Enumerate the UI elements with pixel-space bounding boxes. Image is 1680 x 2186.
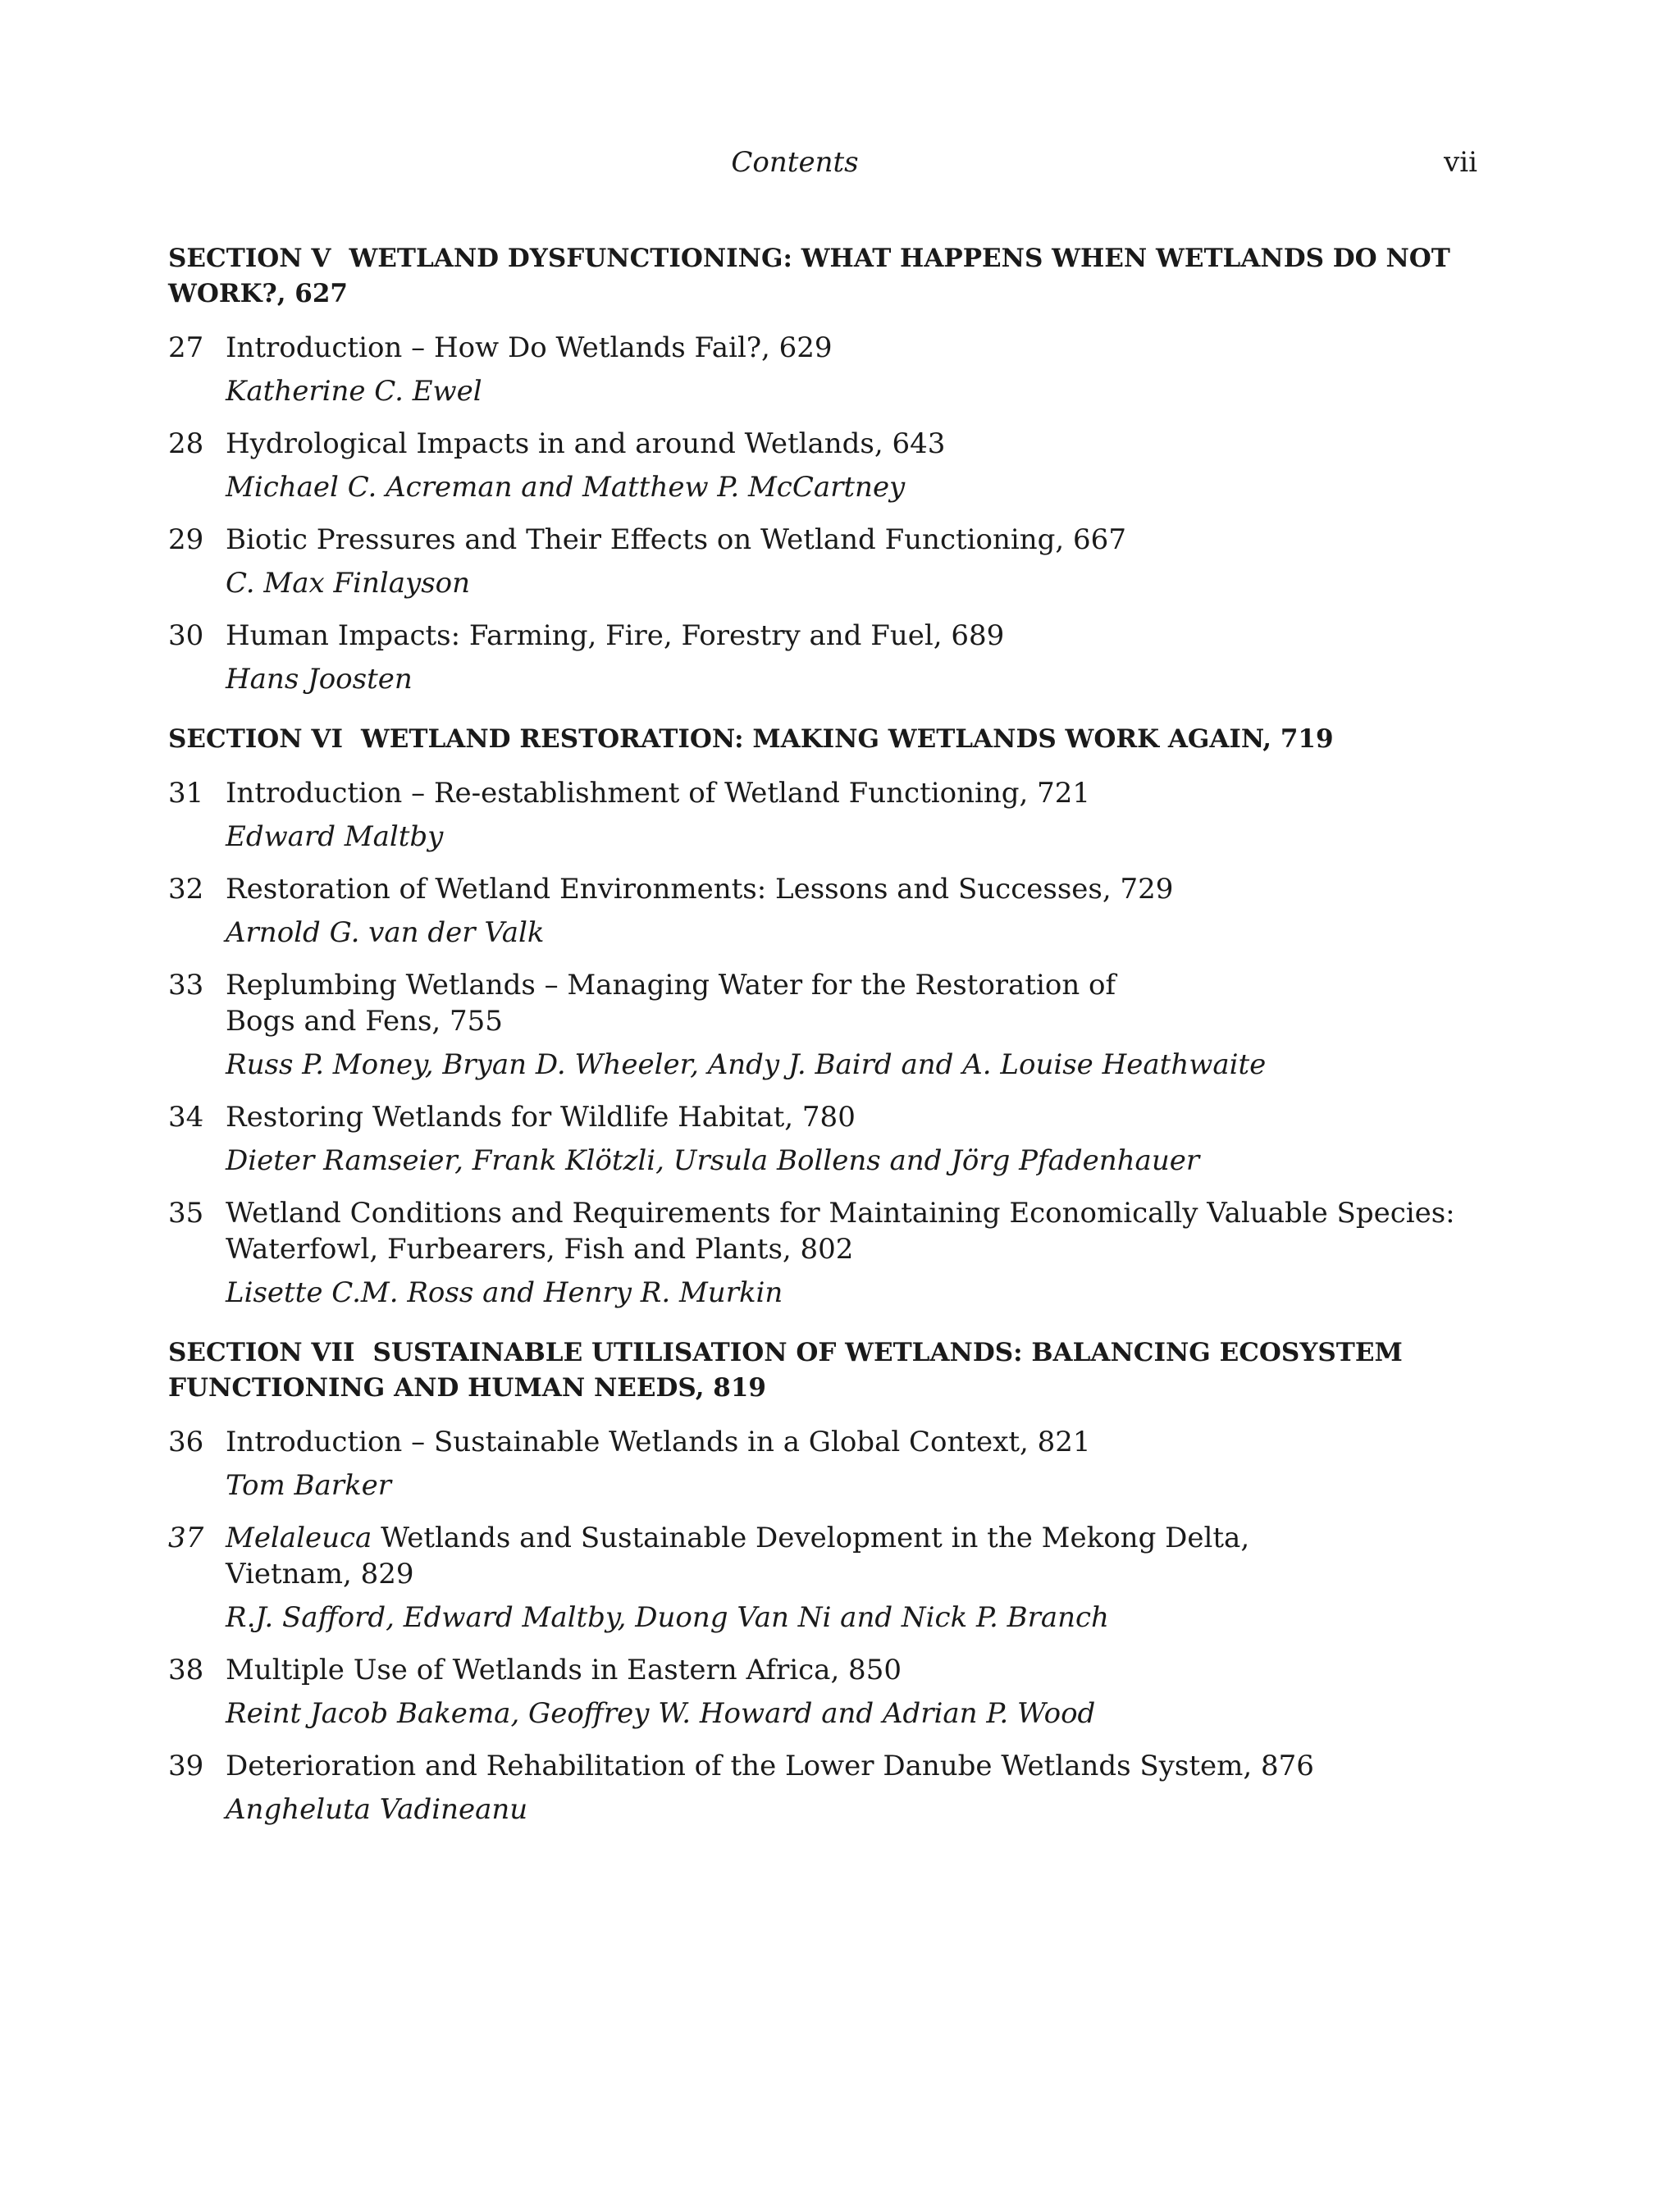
chapter-title: Human Impacts: Farming, Fire, Forestry and Fuel, 689 — [226, 619, 1005, 652]
section-label: SECTION VII — [168, 1338, 355, 1367]
toc-entry-36[interactable] — [168, 1424, 1481, 1504]
chapter-number: 33 — [168, 969, 204, 1002]
toc-entry-30[interactable] — [168, 618, 1481, 697]
toc-entry-28[interactable] — [168, 426, 1481, 505]
chapter-author: Dieter Ramseier, Frank Klötzli, Ursula Bollens and Jörg Pfadenhauer — [226, 1144, 1200, 1177]
toc-entry-27[interactable] — [168, 330, 1481, 409]
toc-entry-31[interactable] — [168, 775, 1481, 855]
chapter-number: 28 — [168, 427, 204, 460]
chapter-title-rest: Wetlands and Sustainable Development in the Mekong Delta, — [372, 1522, 1250, 1554]
toc-entry-37[interactable] — [168, 1520, 1481, 1636]
chapter-title: Restoration of Wetland Environments: Lessons and Successes, 729 — [226, 873, 1174, 906]
page-number: vii — [1444, 146, 1477, 179]
section-title-continued: FUNCTIONING AND HUMAN NEEDS, 819 — [168, 1373, 766, 1403]
section-heading — [168, 241, 1481, 312]
chapter-title: Restoring Wetlands for Wildlife Habitat, 780 — [226, 1101, 856, 1134]
chapter-author: R.J. Safford, Edward Maltby, Duong Van Ni and Nick P. Branch — [226, 1601, 1109, 1634]
chapter-author: Russ P. Money, Bryan D. Wheeler, Andy J. Baird and A. Louise Heathwaite — [226, 1048, 1267, 1081]
chapter-title: Multiple Use of Wetlands in Eastern Africa, 850 — [226, 1654, 902, 1686]
chapter-title: Introduction – Sustainable Wetlands in a Global Context, 821 — [226, 1426, 1091, 1458]
chapter-author: Angheluta Vadineanu — [226, 1793, 528, 1826]
section-title: WETLAND RESTORATION: MAKING WETLANDS WORK AGAIN, 719 — [360, 724, 1334, 754]
chapter-title-continued: Waterfowl, Furbearers, Fish and Plants, 802 — [226, 1233, 854, 1266]
section-v — [168, 241, 1481, 697]
running-title: Contents — [731, 146, 859, 179]
running-head — [0, 146, 1680, 182]
chapter-number: 37 — [168, 1522, 204, 1554]
chapter-author: Katherine C. Ewel — [226, 375, 482, 408]
chapter-number: 38 — [168, 1654, 204, 1686]
chapter-title: Biotic Pressures and Their Effects on Wetland Functioning, 667 — [226, 523, 1126, 556]
chapter-number: 30 — [168, 619, 204, 652]
chapter-number: 32 — [168, 873, 204, 906]
chapter-title: Replumbing Wetlands – Managing Water for the Restoration of — [226, 969, 1116, 1002]
section-title: WETLAND DYSFUNCTIONING: WHAT HAPPENS WHEN WETLANDS DO NOT WORK?, 627 — [168, 244, 1450, 308]
chapter-title: Introduction – Re-establishment of Wetland Functioning, 721 — [226, 777, 1091, 810]
toc-entry-29[interactable] — [168, 522, 1481, 601]
section-heading — [168, 1335, 1481, 1406]
chapter-author: Tom Barker — [226, 1469, 392, 1502]
chapter-author: Reint Jacob Bakema, Geoffrey W. Howard and Adrian P. Wood — [226, 1697, 1096, 1730]
chapter-author: C. Max Finlayson — [226, 567, 471, 600]
chapter-author: Arnold G. van der Valk — [226, 916, 545, 949]
chapter-number: 35 — [168, 1197, 204, 1230]
chapter-number: 34 — [168, 1101, 204, 1134]
chapter-title-italic: Melaleuca — [226, 1522, 372, 1554]
chapter-author: Michael C. Acreman and Matthew P. McCartney — [226, 471, 906, 504]
chapter-title — [226, 1520, 1481, 1556]
chapter-number: 31 — [168, 777, 204, 810]
chapter-author: Lisette C.M. Ross and Henry R. Murkin — [226, 1276, 783, 1309]
chapter-number: 29 — [168, 523, 204, 556]
chapter-author: Hans Joosten — [226, 663, 413, 696]
section-label: SECTION V — [168, 244, 331, 273]
section-heading — [168, 722, 1481, 757]
toc-entry-38[interactable] — [168, 1652, 1481, 1732]
section-label: SECTION VI — [168, 724, 343, 754]
chapter-title: Introduction – How Do Wetlands Fail?, 629 — [226, 331, 833, 364]
chapter-number: 36 — [168, 1426, 204, 1458]
section-vi — [168, 722, 1481, 1311]
chapter-title: Deterioration and Rehabilitation of the Lower Danube Wetlands System, 876 — [226, 1750, 1314, 1782]
toc-entry-32[interactable] — [168, 871, 1481, 951]
toc-entry-35[interactable] — [168, 1195, 1481, 1311]
chapter-title-continued: Vietnam, 829 — [226, 1558, 414, 1590]
chapter-number: 27 — [168, 331, 204, 364]
chapter-title: Hydrological Impacts in and around Wetlands, 643 — [226, 427, 946, 460]
toc-entry-39[interactable] — [168, 1748, 1481, 1828]
chapter-title: Wetland Conditions and Requirements for Maintaining Economically Valuable Species: — [226, 1197, 1455, 1230]
toc-entry-33[interactable] — [168, 967, 1481, 1083]
toc-entry-34[interactable] — [168, 1099, 1481, 1179]
chapter-author: Edward Maltby — [226, 820, 444, 853]
chapter-title-continued: Bogs and Fens, 755 — [226, 1005, 503, 1038]
section-title: SUSTAINABLE UTILISATION OF WETLANDS: BALANCING ECOSYSTEM — [372, 1338, 1403, 1367]
section-vii — [168, 1335, 1481, 1828]
chapter-number: 39 — [168, 1750, 204, 1782]
table-of-contents — [168, 241, 1481, 1852]
